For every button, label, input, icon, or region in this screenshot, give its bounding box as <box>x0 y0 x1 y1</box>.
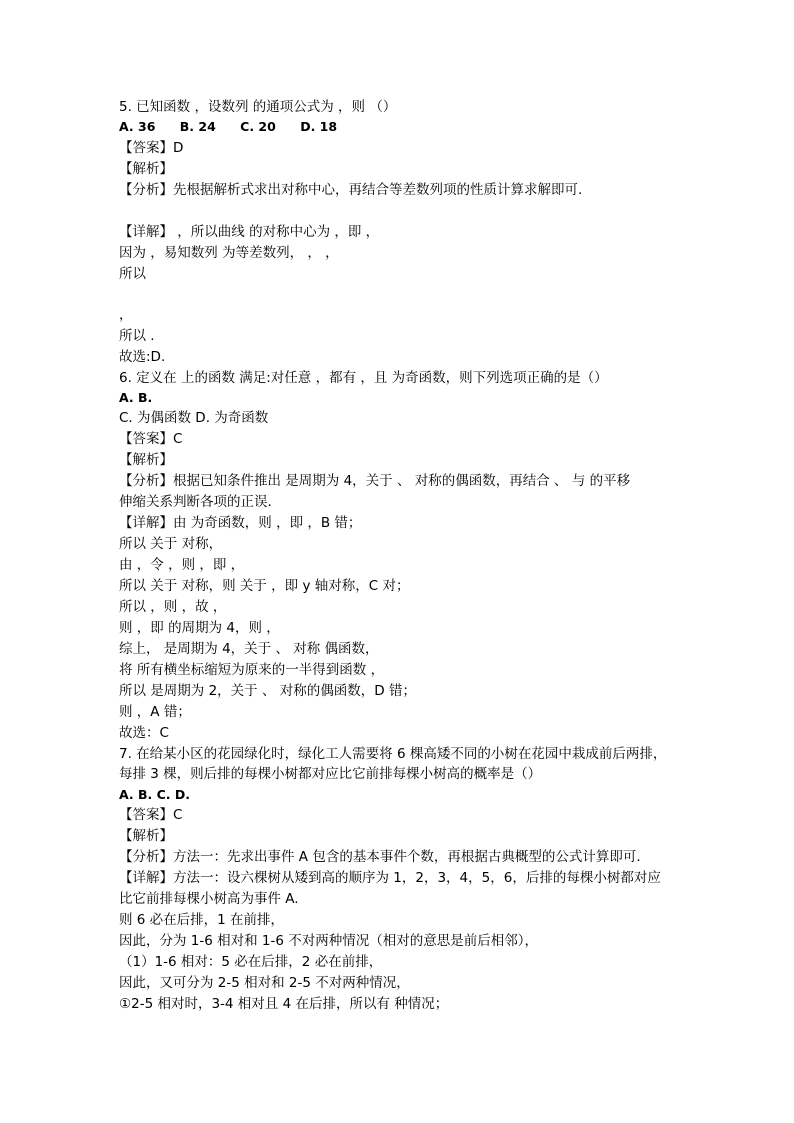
q5-option-b: B. 24 <box>179 119 216 134</box>
q6-detail-line: 则 ，A 错； <box>119 704 191 720</box>
q6-options-line1: A. B. <box>119 390 153 405</box>
q7-detail-line: 因此，分为 1-6 相对和 1-6 不对两种情况（相对的意思是前后相邻）， <box>119 933 539 949</box>
q6-analysis-label: 【解析】 <box>119 452 173 468</box>
q6-detail-line: 所以 ，则 ，故 ， <box>119 599 227 615</box>
q7-analysis-label: 【解析】 <box>119 828 173 844</box>
q7-stem: 7. 在给某小区的花园绿化时，绿化工人需要将 6 棵高矮不同的小树在花园中栽成前后两排， <box>119 746 667 762</box>
q6-detail-line: 所以 关于 对称， <box>119 536 223 552</box>
q6-fenxi: 【分析】根据已知条件推出 是周期为 4，关于 、 对称的偶函数，再结合 、 与 的平移 <box>119 473 631 489</box>
q5-detail-line: 因为 ，易知数列 为等差数列， ， ， <box>119 245 339 261</box>
q7-detail-line: ①2-5 相对时，3-4 相对且 4 在后排，所以有 种情况； <box>119 996 449 1012</box>
q7-detail-line: （1）1-6 相对：5 必在后排，2 必在前排， <box>119 954 383 970</box>
q6-conclusion: 故选：C <box>119 725 169 741</box>
q6-detail-line: 所以 是周期为 2，关于 、 对称的偶函数，D 错； <box>119 683 416 699</box>
q5-option-d: D. 18 <box>300 119 338 134</box>
q6-options-line2: C. 为偶函数 D. 为奇函数 <box>119 410 269 426</box>
q5-option-a: A. 36 <box>119 119 156 134</box>
q5-analysis-label: 【解析】 <box>119 161 173 177</box>
q7-stem: 每排 3 棵，则后排的每棵小树都对应比它前排每棵小树高的概率是（） <box>119 766 542 782</box>
q6-stem: 6. 定义在 上的函数 满足:对任意 ，都有 ，且 为奇函数，则下列选项正确的是（） <box>119 370 608 386</box>
q6-detail-line: 所以 关于 对称，则 关于 ，即 y 轴对称，C 对； <box>119 578 410 594</box>
q5-options <box>119 117 754 137</box>
q6-detail-line: 由 ，令 ，则 ，即 ， <box>119 557 245 573</box>
q6-answer: 【答案】C <box>119 431 183 447</box>
q7-detail-line: 比它前排每棵小树高为事件 A. <box>119 891 299 907</box>
q7-fenxi: 【分析】方法一：先求出事件 A 包含的基本事件个数，再根据古典概型的公式计算即可. <box>119 849 641 865</box>
q5-detail-line: 所以 . <box>119 328 155 344</box>
q5-answer: 【答案】D <box>119 140 184 156</box>
q7-detail-line: 则 6 必在后排，1 在前排， <box>119 912 285 928</box>
q5-conclusion: 故选:D. <box>119 349 166 365</box>
q6-detail-line: 则 ，即 的周期为 4，则 ， <box>119 620 280 636</box>
q6-detail-line: 将 所有横坐标缩短为原来的一半得到函数 ， <box>119 662 385 678</box>
q6-detail-line: 【详解】由 为奇函数，则 ，即 ，B 错； <box>119 515 362 531</box>
q7-options: A. B. C. D. <box>119 787 191 802</box>
q5-fenxi: 【分析】先根据解析式求出对称中心，再结合等差数列项的性质计算求解即可. <box>119 182 583 198</box>
q5-option-c: C. 20 <box>240 119 276 134</box>
q5-detail-line: ， <box>119 307 133 323</box>
q6-fenxi: 伸缩关系判断各项的正误. <box>119 494 272 510</box>
q7-detail-line: 因此，又可分为 2-5 相对和 2-5 不对两种情况， <box>119 975 410 991</box>
q5-detail-line: 【详解】 ，所以曲线 的对称中心为 ，即 ， <box>119 224 380 240</box>
q5-detail-line: 所以 <box>119 266 146 282</box>
q7-answer: 【答案】C <box>119 807 183 823</box>
q5-stem: 5. 已知函数 ，设数列 的通项公式为 ，则 （） <box>119 99 397 115</box>
q7-detail-line: 【详解】方法一：设六棵树从矮到高的顺序为 1，2，3，4，5，6，后排的每棵小树都对应 <box>119 870 661 886</box>
q6-detail-line: 综上， 是周期为 4，关于 、 对称 偶函数， <box>119 641 379 657</box>
